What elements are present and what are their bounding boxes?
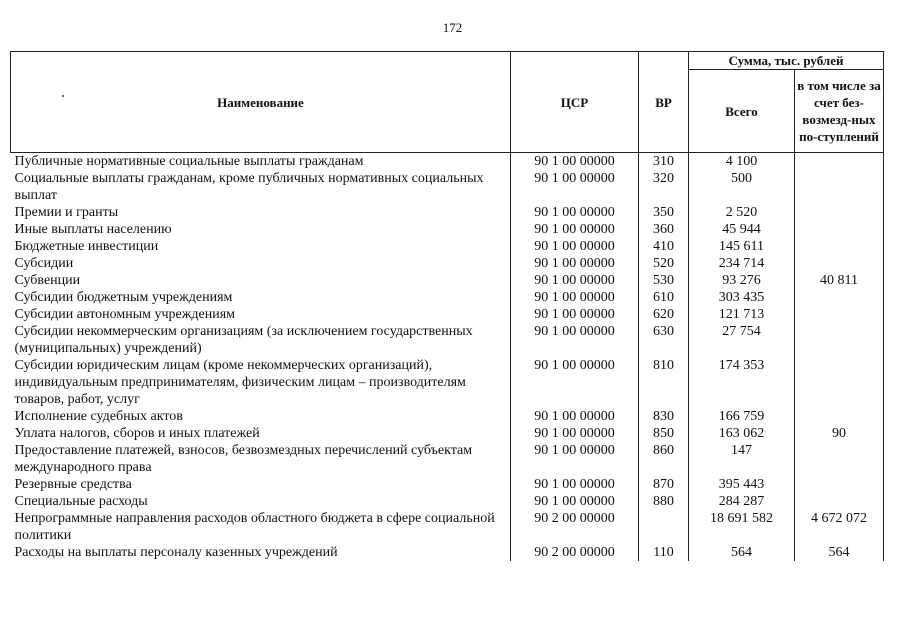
- row-vr-cell: [639, 510, 689, 544]
- row-csr-cell: 90 1 00 00000: [511, 170, 639, 204]
- row-free-cell: 4 672 072: [795, 510, 884, 544]
- table-row: [11, 493, 884, 510]
- table-row: [11, 204, 884, 221]
- row-total-cell: 284 287: [689, 493, 795, 510]
- row-name-cell: Бюджетные инвестиции: [14, 239, 159, 254]
- row-total-cell: 395 443: [689, 476, 795, 493]
- table-row: [11, 510, 884, 544]
- row-csr-cell: 90 1 00 00000: [511, 204, 639, 221]
- table-row: [11, 425, 884, 442]
- row-total-cell: 174 353: [689, 357, 795, 408]
- row-free-cell: [795, 238, 884, 255]
- row-total-cell: 500: [689, 170, 795, 204]
- row-total-cell: 303 435: [689, 289, 795, 306]
- row-total-cell: 4 100: [689, 153, 795, 171]
- table-row: [11, 255, 884, 272]
- row-csr-cell: 90 1 00 00000: [511, 255, 639, 272]
- row-name-cell: Субсидии автономным учреждениям: [14, 307, 236, 322]
- row-free-cell: [795, 170, 884, 204]
- row-name-cell: Субсидии некоммерческим организациям (за исключением государственных (муниципальных) учреждений): [14, 324, 473, 356]
- budget-table: [10, 51, 884, 561]
- row-vr-cell: 610: [639, 289, 689, 306]
- header-name: Наименование: [11, 52, 511, 153]
- row-csr-cell: 90 1 00 00000: [511, 493, 639, 510]
- row-free-cell: [795, 408, 884, 425]
- row-free-cell: [795, 323, 884, 357]
- row-total-cell: 2 520: [689, 204, 795, 221]
- header-free: в том числе за счет без-возмезд-ных по-ступлений: [795, 70, 884, 153]
- row-free-cell: [795, 306, 884, 323]
- row-vr-cell: 520: [639, 255, 689, 272]
- table-row: [11, 323, 884, 357]
- row-vr-cell: 530: [639, 272, 689, 289]
- row-name-cell: Иные выплаты населению: [14, 222, 172, 237]
- row-vr-cell: 350: [639, 204, 689, 221]
- header-vr: ВР: [639, 52, 689, 153]
- row-csr-cell: 90 1 00 00000: [511, 289, 639, 306]
- table-header: [11, 52, 884, 153]
- row-csr-cell: 90 1 00 00000: [511, 408, 639, 425]
- row-vr-cell: 810: [639, 357, 689, 408]
- row-csr-cell: 90 1 00 00000: [511, 357, 639, 408]
- table-row: [11, 306, 884, 323]
- row-total-cell: 45 944: [689, 221, 795, 238]
- table-row: [11, 153, 884, 171]
- row-free-cell: [795, 357, 884, 408]
- row-vr-cell: 880: [639, 493, 689, 510]
- table-row: [11, 408, 884, 425]
- row-name-cell: Исполнение судебных актов: [14, 409, 183, 424]
- row-total-cell: 564: [689, 544, 795, 561]
- row-free-cell: [795, 255, 884, 272]
- row-csr-cell: 90 2 00 00000: [511, 544, 639, 561]
- row-free-cell: [795, 493, 884, 510]
- row-csr-cell: 90 1 00 00000: [511, 425, 639, 442]
- row-free-cell: [795, 204, 884, 221]
- row-free-cell: [795, 153, 884, 171]
- row-csr-cell: 90 1 00 00000: [511, 476, 639, 493]
- row-csr-cell: 90 1 00 00000: [511, 272, 639, 289]
- row-name-cell: Субвенции: [14, 273, 81, 288]
- header-csr: ЦСР: [511, 52, 639, 153]
- table-row: [11, 289, 884, 306]
- row-csr-cell: 90 2 00 00000: [511, 510, 639, 544]
- row-free-cell: [795, 221, 884, 238]
- table-row: [11, 170, 884, 204]
- row-csr-cell: 90 1 00 00000: [511, 238, 639, 255]
- row-vr-cell: 830: [639, 408, 689, 425]
- row-total-cell: 147: [689, 442, 795, 476]
- table-body: [11, 153, 884, 562]
- row-free-cell: 90: [795, 425, 884, 442]
- table-row: [11, 544, 884, 561]
- row-vr-cell: 860: [639, 442, 689, 476]
- row-total-cell: 234 714: [689, 255, 795, 272]
- row-total-cell: 27 754: [689, 323, 795, 357]
- row-name-cell: Уплата налогов, сборов и иных платежей: [14, 426, 260, 441]
- row-csr-cell: 90 1 00 00000: [511, 306, 639, 323]
- row-vr-cell: 310: [639, 153, 689, 171]
- row-free-cell: 40 811: [795, 272, 884, 289]
- table-row: [11, 357, 884, 408]
- row-name-cell: Субсидии бюджетным учреждениям: [14, 290, 233, 305]
- row-free-cell: 564: [795, 544, 884, 561]
- row-name-cell: Субсидии: [14, 256, 74, 271]
- row-vr-cell: 110: [639, 544, 689, 561]
- row-vr-cell: 620: [639, 306, 689, 323]
- table-row: [11, 442, 884, 476]
- header-sum: Сумма, тыс. рублей: [689, 52, 884, 70]
- row-total-cell: 121 713: [689, 306, 795, 323]
- row-free-cell: [795, 289, 884, 306]
- row-vr-cell: 850: [639, 425, 689, 442]
- row-vr-cell: 320: [639, 170, 689, 204]
- row-csr-cell: 90 1 00 00000: [511, 221, 639, 238]
- row-free-cell: [795, 442, 884, 476]
- table-row: [11, 238, 884, 255]
- row-name-cell: Публичные нормативные социальные выплаты гражданам: [14, 154, 364, 169]
- row-vr-cell: 360: [639, 221, 689, 238]
- row-name-cell: Специальные расходы: [14, 494, 148, 509]
- row-total-cell: 18 691 582: [689, 510, 795, 544]
- table-row: [11, 221, 884, 238]
- row-free-cell: [795, 476, 884, 493]
- row-total-cell: 145 611: [689, 238, 795, 255]
- row-total-cell: 163 062: [689, 425, 795, 442]
- row-name-cell: Непрограммные направления расходов областного бюджета в сфере социальной политики: [14, 511, 495, 543]
- page-number: 172: [442, 20, 463, 35]
- row-vr-cell: 410: [639, 238, 689, 255]
- row-name-cell: Социальные выплаты гражданам, кроме публичных нормативных социальных выплат: [14, 171, 484, 203]
- row-name-cell: Субсидии юридическим лицам (кроме некоммерческих организаций), индивидуальным предпринимателям, физическим лицам – производителям товаров, работ, услуг: [14, 358, 466, 407]
- row-vr-cell: 870: [639, 476, 689, 493]
- row-vr-cell: 630: [639, 323, 689, 357]
- row-name-cell: Предоставление платежей, взносов, безвозмездных перечислений субъектам международного права: [14, 443, 473, 475]
- row-total-cell: 93 276: [689, 272, 795, 289]
- row-csr-cell: 90 1 00 00000: [511, 323, 639, 357]
- table-row: [11, 272, 884, 289]
- row-csr-cell: 90 1 00 00000: [511, 153, 639, 171]
- row-csr-cell: 90 1 00 00000: [511, 442, 639, 476]
- row-total-cell: 166 759: [689, 408, 795, 425]
- row-name-cell: Резервные средства: [14, 477, 132, 492]
- row-name-cell: Премии и гранты: [14, 205, 119, 220]
- row-name-cell: Расходы на выплаты персоналу казенных учреждений: [14, 545, 338, 560]
- header-total: Всего: [689, 70, 795, 153]
- table-row: [11, 476, 884, 493]
